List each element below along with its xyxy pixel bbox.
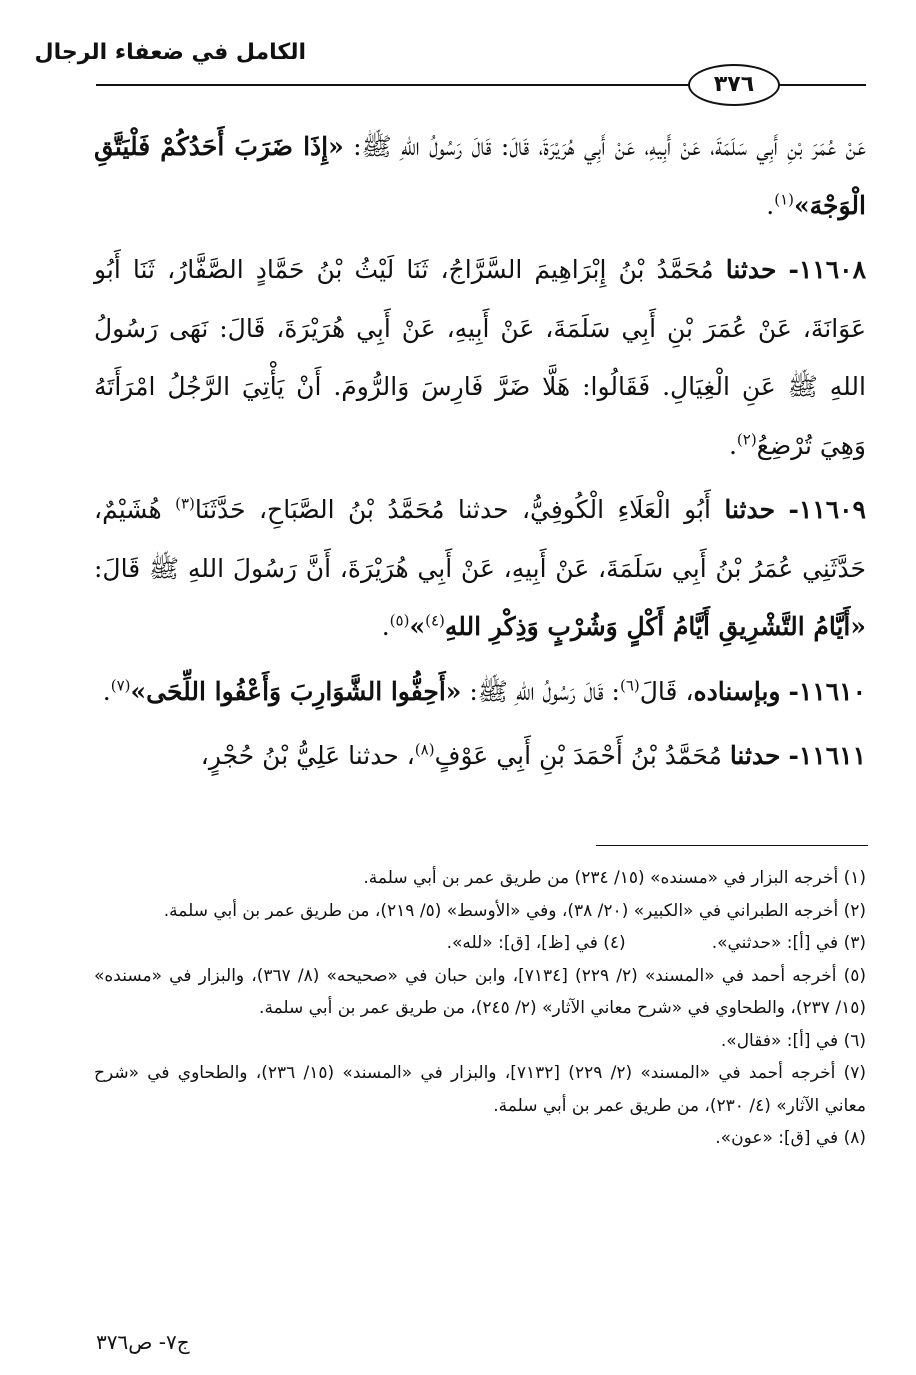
footnote-2: (٢) أخرجه الطبراني في «الكبير» (٢٠/ ٣٨)، وفي «الأوسط» (٥/ ٢١٩)، من طريق عمر بن أبي سلمة. <box>163 900 866 921</box>
volume-page-marker: ج٧- ص٣٧٦ <box>96 1330 190 1354</box>
paragraph-end: . <box>766 190 775 220</box>
hadith-number: ١١٦٠٩- <box>788 495 866 524</box>
hadith-number: ١١٦١٠- <box>788 676 866 706</box>
footnote-ref: (٣) <box>175 494 195 513</box>
paragraph-11611 <box>94 727 866 786</box>
paragraph-11608 <box>94 241 866 475</box>
footnote-3: (٣) في [أ]: «حدثني». <box>711 933 866 953</box>
footnote-5: (٥) أخرجه أحمد في «المسند» (٢/ ٢٢٩) [٧١٣٤]، وابن حبان في «صحيحه» (٨/ ٣٦٧)، والبزار في «مسنده» (١٥/ ٢٣٧)، والطحاوي في «شرح معاني الآثار» (٢/ ٢٤٥)، من طريق عمر بن أبي سلمة. <box>94 965 867 1018</box>
footnote-6: (٦) في [أ]: «فقال». <box>720 1030 866 1051</box>
footnotes <box>94 862 866 1155</box>
hadith-quote: «أَيَّامُ التَّشْرِيقِ أَيَّامُ أَكْلٍ وَشُرْبٍ وَذِكْرِ اللهِ <box>444 612 866 641</box>
hadith-number: ١١٦٠٨- <box>788 255 867 284</box>
footnote-1: (١) أخرجه البزار في «مسنده» (١٥/ ٢٣٤) من طريق عمر بن أبي سلمة. <box>363 868 866 888</box>
paragraph-end: . <box>102 676 111 706</box>
narration-keyword: حدثنا <box>724 495 776 524</box>
paragraph-text: مُحَمَّدُ بْنُ أَحْمَدَ بْنِ أَبِي عَوْفٍ <box>434 741 730 770</box>
paragraph-text: هُشَيْمٌ، حَدَّثَنِي عُمَرُ بْنُ أَبِي سَلَمَةَ، عَنْ أَبِيهِ، عَنْ أَبِي هُرَيْرَةَ، أَنَّ رَسُولَ اللهِ ﷺ قَالَ: <box>94 495 866 583</box>
footnote-ref: (٨) <box>414 740 435 759</box>
paragraph-text: : قَالَ رَسُولُ اللهِ ﷺ: <box>461 676 620 706</box>
paragraph-1 <box>94 118 866 235</box>
quote-close: » <box>409 612 426 641</box>
narration-keyword: حدثنا <box>729 741 781 770</box>
paragraph-11610 <box>94 663 866 722</box>
paragraph-text: أَبُو الْعَلَاءِ الْكُوفِيُّ، حدثنا مُحَمَّدُ بْنُ الصَّبَاحِ، حَدَّثَنَا <box>194 495 725 524</box>
footnote-7: (٧) أخرجه أحمد في «المسند» (٢/ ٢٢٩) [٧١٣٢]، والبزار في «المسند» (١٥/ ٢٣٦)، والطحاوي في «شرح معاني الآثار» (٤/ ٢٣٠)، من طريق عمر بن أبي سلمة. <box>94 1063 867 1116</box>
paragraph-end: . <box>728 430 737 460</box>
footnote-ref: (٥) <box>389 611 410 630</box>
paragraph-text: ، قَالَ <box>639 676 694 706</box>
narration-keyword: وبإسناده <box>693 676 781 706</box>
footnote-ref: (٢) <box>736 430 757 449</box>
hadith-quote: «إِذَا ضَرَبَ أَحَدُكُمْ فَلْيَتَّقِ الْوَجْهَ» <box>94 132 866 220</box>
running-header-title: الكامل في ضعفاء الرجال <box>34 40 306 65</box>
footnote-4: (٤) في [ظ]، [ق]: «لله». <box>446 933 626 953</box>
narration-keyword: حدثنا <box>725 255 777 284</box>
page-number-badge: ٣٧٦ <box>688 64 780 106</box>
footnote-ref: (٤) <box>425 611 445 630</box>
paragraph-text: ، حدثنا عَلِيُّ بْنُ حُجْرٍ، <box>200 741 415 770</box>
footnote-ref: (١) <box>774 190 795 209</box>
footnote-8: (٨) في [ق]: «عون». <box>715 1128 866 1148</box>
footnote-separator <box>596 845 868 846</box>
paragraph-end: . <box>381 612 390 641</box>
paragraph-11609 <box>94 481 866 657</box>
hadith-quote: «أَحِفُّوا الشَّوَارِبَ وَأَعْفُوا اللِّحَى» <box>130 676 462 706</box>
hadith-number: ١١٦١١- <box>788 741 866 770</box>
footnote-ref: (٧) <box>110 676 131 695</box>
main-text <box>94 118 866 786</box>
paragraph-text: مُحَمَّدُ بْنُ إِبْرَاهِيمَ السَّرَّاجُ، ثَنَا لَيْثُ بْنُ حَمَّادٍ الصَّفَّارُ، ثَنَا أَبُو عَوَانَةَ، عَنْ عُمَرَ بْنِ أَبِي سَلَمَةَ، عَنْ أَبِيهِ، عَنْ أَبِي هُرَيْرَةَ، قَالَ: نَهَى رَسُولُ اللهِ ﷺ عَنِ الْغِيَالِ. فَقَالُوا: هَلَّا ضَرَّ فَارِسَ وَالرُّومَ. أَنْ يَأْتِيَ الرَّجُلُ امْرَأَتَهُ وَهِيَ تُرْضِعُ <box>94 255 866 460</box>
footnote-row-3-4 <box>94 927 866 960</box>
paragraph-text: عَنْ عُمَرَ بْنِ أَبِي سَلَمَةَ، عَنْ أَبِيهِ، عَنْ أَبِي هُرَيْرَةَ، قَالَ: قَالَ رَسُولُ اللهِ ﷺ: <box>343 132 867 161</box>
footnote-ref: (٦) <box>619 676 640 695</box>
